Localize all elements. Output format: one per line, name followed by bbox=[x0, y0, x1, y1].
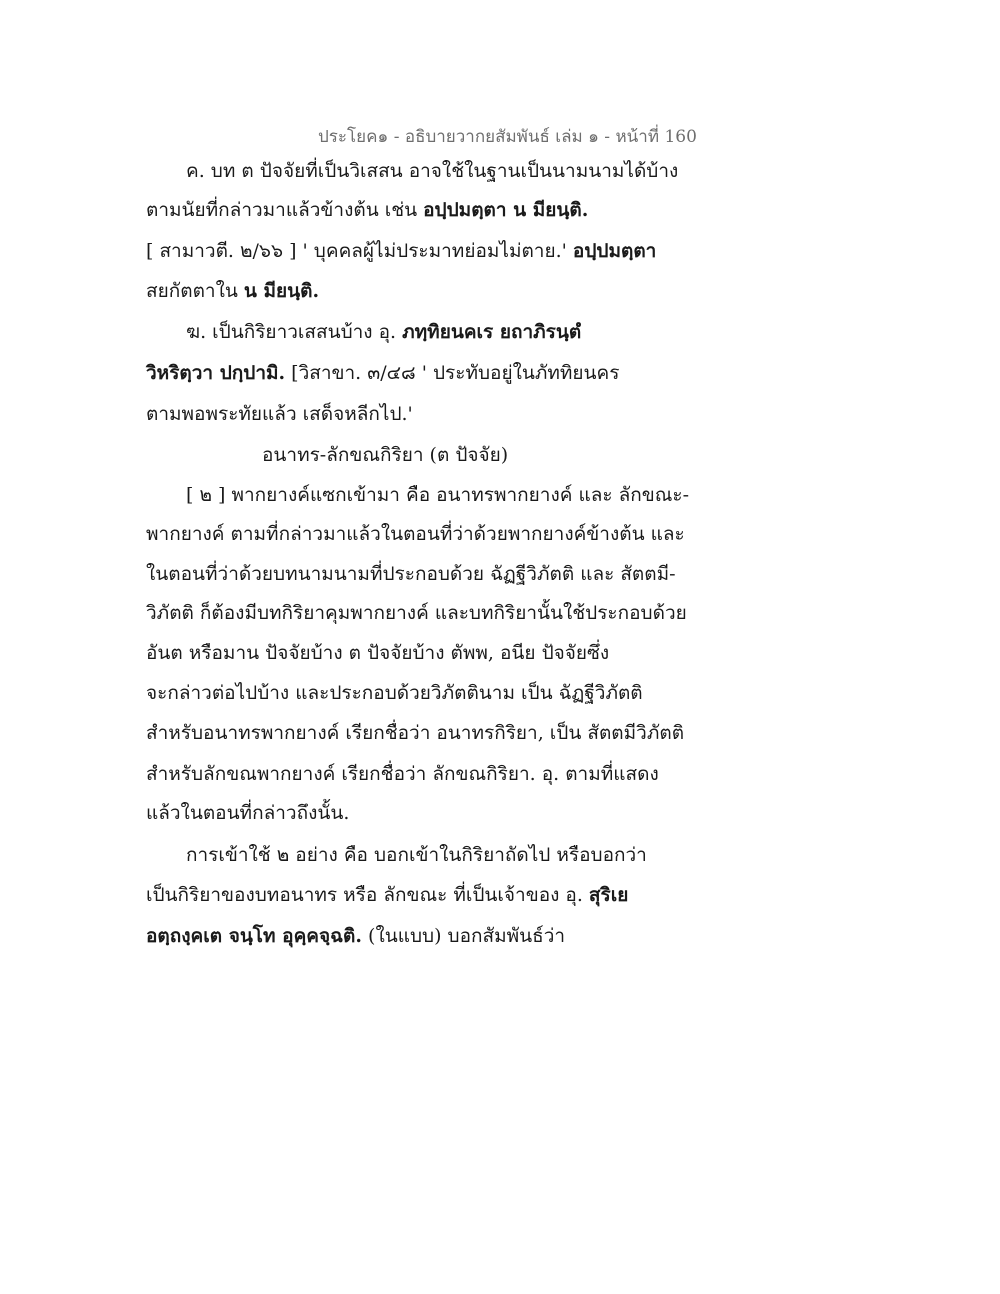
text-segment: จะกล่าวต่อไปบ้าง และประกอบด้วยวิภัตตินาม เป็น ฉัฏฐีวิภัตติ bbox=[146, 682, 643, 704]
bold-pali-text: อปฺปมตฺตา bbox=[572, 240, 657, 262]
text-line bbox=[146, 800, 706, 826]
text-line bbox=[186, 842, 746, 868]
text-line bbox=[146, 561, 706, 587]
text-segment: [ สามาวตี. ๒/๖๖ ] ' บุคคลผู้ไม่ประมาทย่อมไม่ตาย.' bbox=[146, 240, 573, 262]
text-segment: สำหรับอนาทรพากยางค์ เรียกชื่อว่า อนาทรกิริยา, เป็น สัตตมีวิภัตติ bbox=[146, 722, 685, 744]
text-line bbox=[186, 319, 746, 345]
bold-pali-text: น มียนฺติ. bbox=[243, 280, 320, 302]
text-line bbox=[146, 238, 706, 264]
text-line bbox=[146, 640, 706, 666]
text-segment: เป็นกิริยาของบทอนาทร หรือ ลักขณะ ที่เป็นเจ้าของ อุ. bbox=[146, 884, 589, 906]
bold-pali-text: อตฺถงฺคเต จนฺโท อุคฺคจฺฉติ. bbox=[146, 925, 363, 947]
text-segment: วิภัตติ ก็ต้องมีบทกิริยาคุมพากยางค์ และบทกิริยานั้นใช้ประกอบด้วย bbox=[146, 602, 687, 624]
text-segment: การเข้าใช้ ๒ อย่าง คือ บอกเข้าในกิริยาถัดไป หรือบอกว่า bbox=[186, 844, 647, 866]
text-segment: อันต หรือมาน ปัจจัยบ้าง ต ปัจจัยบ้าง ตัพพ, อนีย ปัจจัยซึ่ง bbox=[146, 642, 610, 664]
bold-pali-text: วิหริตฺวา ปกฺปามิ. bbox=[146, 362, 286, 384]
bold-pali-text: ภทฺทิยนคเร ยถาภิรนฺตํ bbox=[402, 321, 582, 343]
bold-pali-text: อปฺปมตฺตา น มียนฺติ. bbox=[423, 199, 589, 221]
text-line bbox=[262, 442, 822, 468]
text-segment: ตามพอพระทัยแล้ว เสด็จหลีกไป.' bbox=[146, 403, 413, 425]
running-header: ประโยค๑ - อธิบายวากยสัมพันธ์ เล่ม ๑ - หน้าที่ 160 bbox=[318, 127, 697, 147]
text-segment: ตามนัยที่กล่าวมาแล้วข้างต้น เช่น bbox=[146, 199, 424, 221]
text-line bbox=[146, 521, 706, 547]
bold-pali-text: สุริเย bbox=[588, 884, 629, 906]
text-line bbox=[146, 680, 706, 706]
text-segment: สำหรับลักขณพากยางค์ เรียกชื่อว่า ลักขณกิริยา. อุ. ตามที่แสดง bbox=[146, 763, 659, 785]
text-segment: ฆ. เป็นกิริยาวเสสนบ้าง อุ. bbox=[186, 321, 403, 343]
text-segment: ค. บท ต ปัจจัยที่เป็นวิเสสน อาจใช้ในฐานเป็นนามนามได้บ้าง bbox=[186, 160, 679, 182]
text-segment: (ในแบบ) บอกสัมพันธ์ว่า bbox=[362, 925, 566, 947]
text-segment: ในตอนที่ว่าด้วยบทนามนามที่ประกอบด้วย ฉัฏฐีวิภัตติ และ สัตตมี- bbox=[146, 563, 676, 585]
text-line bbox=[146, 278, 706, 304]
text-segment: พากยางค์ ตามที่กล่าวมาแล้วในตอนที่ว่าด้วยพากยางค์ข้างต้น และ bbox=[146, 523, 685, 545]
text-segment: [ ๒ ] พากยางค์แซกเข้ามา คือ อนาทรพากยางค์ และ ลักขณะ- bbox=[186, 484, 689, 506]
text-line bbox=[186, 158, 746, 184]
text-segment: แล้วในตอนที่กล่าวถึงนั้น. bbox=[146, 802, 350, 824]
text-line bbox=[146, 600, 706, 626]
text-line bbox=[146, 401, 706, 427]
text-segment: สยกัตตาใน bbox=[146, 280, 244, 302]
text-segment: อนาทร-ลักขณกิริยา (ต ปัจจัย) bbox=[262, 444, 509, 466]
text-line bbox=[146, 360, 706, 386]
text-line bbox=[186, 482, 746, 508]
text-line bbox=[146, 720, 706, 746]
text-line bbox=[146, 761, 706, 787]
text-line bbox=[146, 197, 706, 223]
text-line bbox=[146, 882, 706, 908]
text-line bbox=[146, 923, 706, 949]
text-segment: [วิสาขา. ๓/๔๘ ' ประทับอยู่ในภัททิยนคร bbox=[285, 362, 620, 384]
